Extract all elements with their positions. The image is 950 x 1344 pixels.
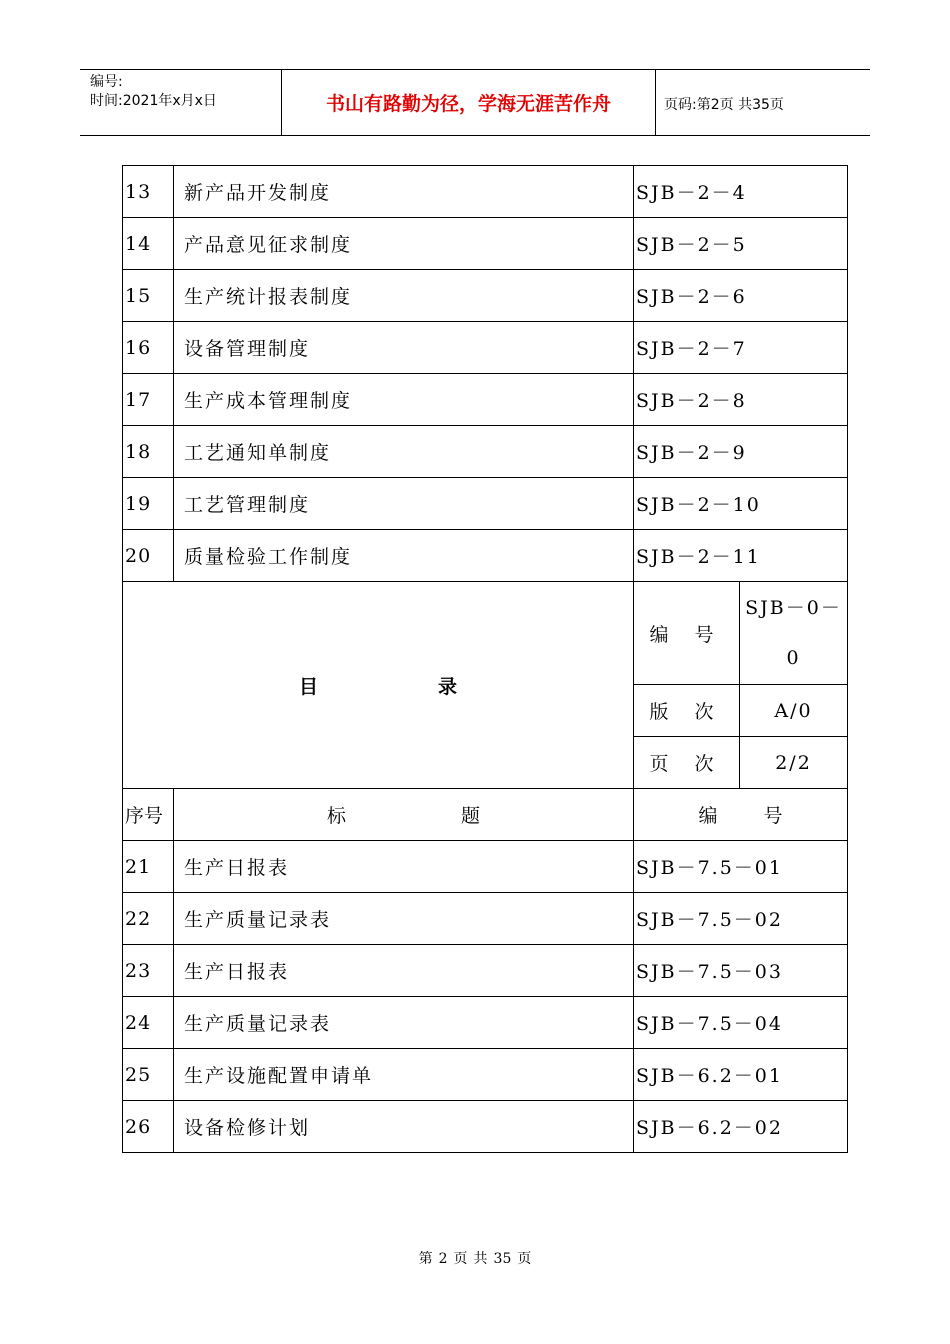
header-motto: 书山有路勤为径，学海无涯苦作舟 — [325, 93, 611, 115]
table-row — [123, 270, 848, 322]
page-value: 2/2 — [740, 737, 848, 789]
row-title: 设备检修计划 — [174, 1101, 634, 1153]
header-number-label: 编号: — [90, 74, 123, 90]
row-code: SJB－7.5－04 — [634, 997, 848, 1049]
row-number: 15 — [123, 270, 174, 322]
footer-ye: 页 — [517, 1251, 532, 1267]
row-number: 24 — [123, 997, 174, 1049]
footer-page: 2 — [438, 1251, 448, 1267]
table-row — [123, 893, 848, 945]
toc-title-right: 录 — [438, 675, 458, 698]
column-header-row — [123, 789, 848, 841]
row-number: 14 — [123, 218, 174, 270]
table-row — [123, 945, 848, 997]
row-code: SJB－7.5－03 — [634, 945, 848, 997]
row-code: SJB－2－10 — [634, 478, 848, 530]
row-code: SJB－6.2－02 — [634, 1101, 848, 1153]
header-bottom-rule — [80, 135, 870, 136]
column-title — [174, 789, 634, 841]
header-divider — [655, 69, 656, 135]
table-row — [123, 478, 848, 530]
row-number: 13 — [123, 166, 174, 218]
row-code: SJB－2－5 — [634, 218, 848, 270]
row-code: SJB－2－11 — [634, 530, 848, 582]
row-title: 设备管理制度 — [174, 322, 634, 374]
row-title: 生产质量记录表 — [174, 893, 634, 945]
row-number: 26 — [123, 1101, 174, 1153]
table-row — [123, 530, 848, 582]
row-code: SJB－7.5－02 — [634, 893, 848, 945]
row-title: 质量检验工作制度 — [174, 530, 634, 582]
footer-di: 第 — [418, 1251, 433, 1267]
page-label: 页 次 — [634, 737, 740, 789]
row-title: 生产质量记录表 — [174, 997, 634, 1049]
footer-ye: 页 — [453, 1251, 468, 1267]
row-number: 21 — [123, 841, 174, 893]
row-title: 工艺通知单制度 — [174, 426, 634, 478]
row-number: 23 — [123, 945, 174, 997]
row-number: 17 — [123, 374, 174, 426]
row-title: 产品意见征求制度 — [174, 218, 634, 270]
row-number: 22 — [123, 893, 174, 945]
row-title: 生产设施配置申请单 — [174, 1049, 634, 1101]
row-number: 20 — [123, 530, 174, 582]
header-page-info: 页码:第2页 共35页 — [664, 97, 784, 113]
column-title-b: 题 — [461, 805, 481, 827]
header-top-rule — [80, 69, 870, 70]
row-code: SJB－2－6 — [634, 270, 848, 322]
row-code: SJB－2－7 — [634, 322, 848, 374]
row-title: 生产日报表 — [174, 841, 634, 893]
table-row — [123, 841, 848, 893]
row-number: 19 — [123, 478, 174, 530]
row-title: 工艺管理制度 — [174, 478, 634, 530]
table-row — [123, 166, 848, 218]
header-time-label: 时间:2021年x月x日 — [90, 93, 217, 109]
footer-gong: 共 — [473, 1251, 488, 1267]
table-row — [123, 218, 848, 270]
column-code-b: 号 — [763, 805, 783, 827]
footer-total: 35 — [493, 1251, 512, 1267]
toc-title — [123, 582, 634, 789]
column-seq: 序号 — [123, 789, 174, 841]
column-code — [634, 789, 848, 841]
row-code: SJB－7.5－01 — [634, 841, 848, 893]
version-value: A/0 — [740, 685, 848, 737]
document-table — [122, 165, 848, 1153]
column-code-a: 编 — [698, 805, 718, 827]
table-row — [123, 1049, 848, 1101]
table-row — [123, 374, 848, 426]
row-title: 生产统计报表制度 — [174, 270, 634, 322]
row-code: SJB－2－8 — [634, 374, 848, 426]
column-title-a: 标 — [326, 805, 346, 827]
row-number: 18 — [123, 426, 174, 478]
table-row — [123, 1101, 848, 1153]
row-title: 新产品开发制度 — [174, 166, 634, 218]
page-footer — [0, 1248, 950, 1268]
row-number: 16 — [123, 322, 174, 374]
table-row — [123, 426, 848, 478]
row-code: SJB－2－4 — [634, 166, 848, 218]
toc-title-left: 目 — [298, 675, 318, 698]
row-code: SJB－6.2－01 — [634, 1049, 848, 1101]
toc-header-row — [123, 582, 848, 685]
row-number: 25 — [123, 1049, 174, 1101]
code-label: 编 号 — [634, 582, 740, 685]
table-row — [123, 997, 848, 1049]
version-label: 版 次 — [634, 685, 740, 737]
row-code: SJB－2－9 — [634, 426, 848, 478]
code-value: SJB－0－0 — [740, 582, 848, 685]
row-title: 生产成本管理制度 — [174, 374, 634, 426]
table-row — [123, 322, 848, 374]
row-title: 生产日报表 — [174, 945, 634, 997]
